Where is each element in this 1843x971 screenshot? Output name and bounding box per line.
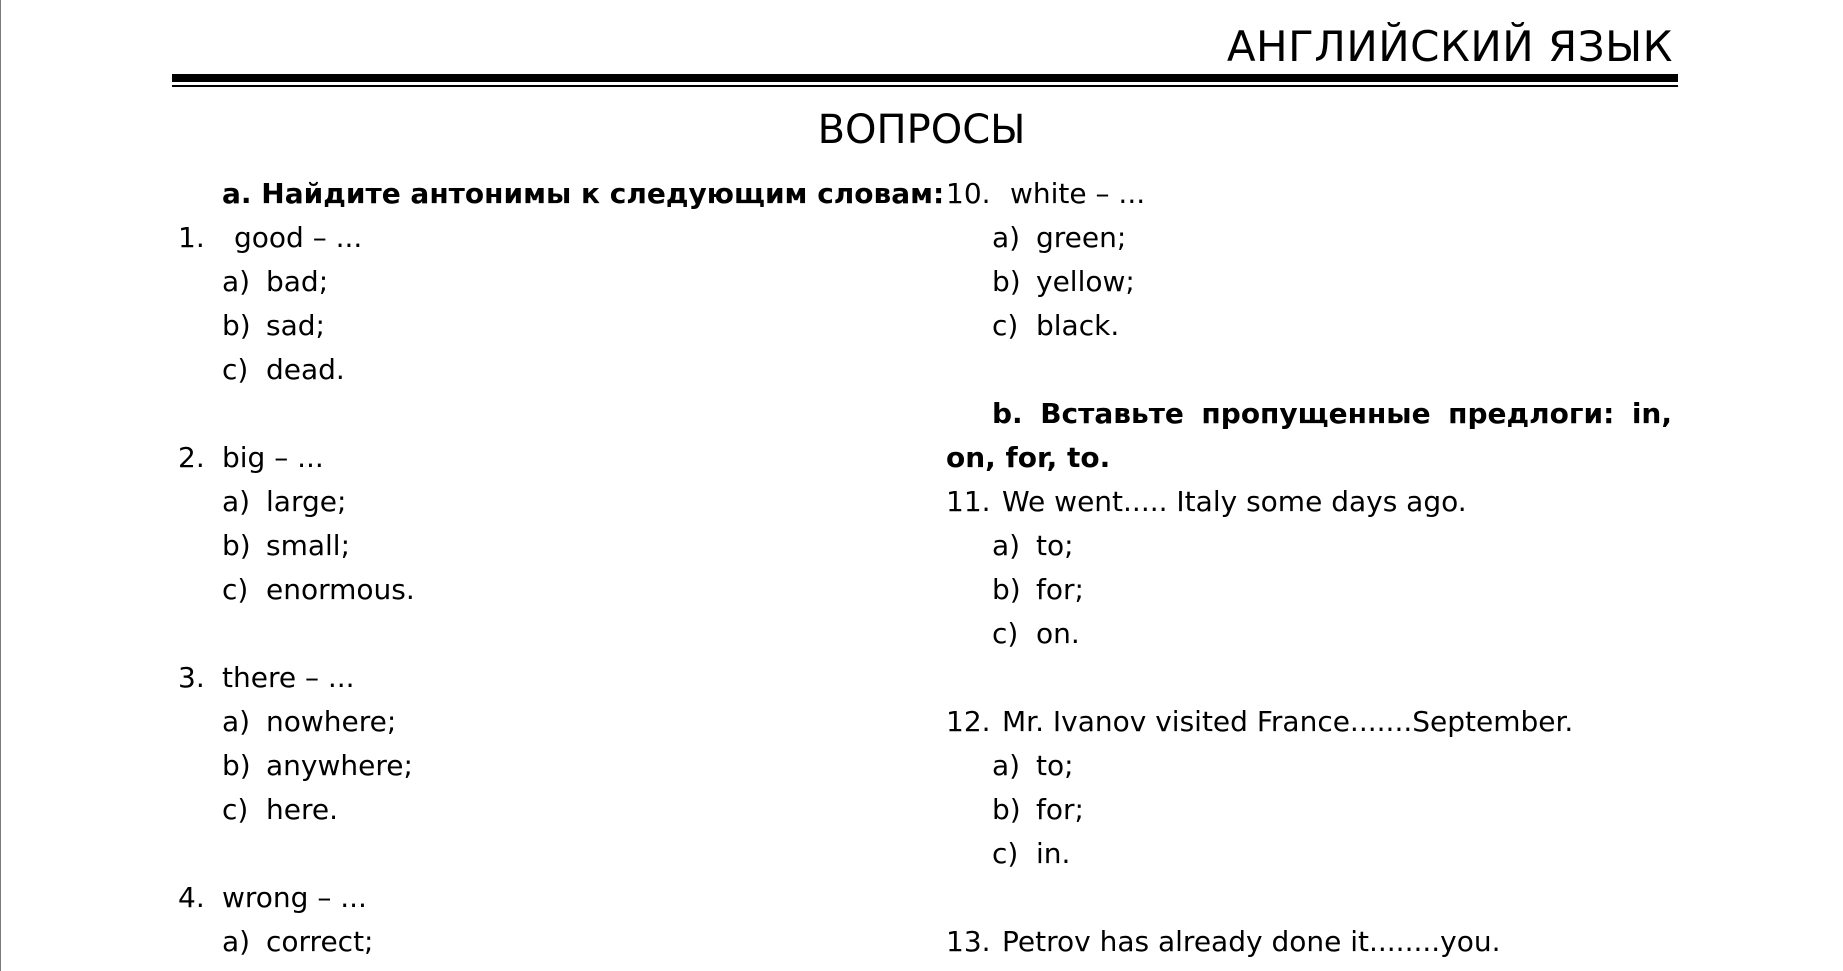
option-letter: a) bbox=[222, 265, 251, 298]
question-number: 11. bbox=[946, 485, 991, 518]
option-letter: a) bbox=[992, 529, 1021, 562]
option-letter: a) bbox=[222, 705, 251, 738]
option-letter: c) bbox=[222, 793, 249, 826]
option-10a bbox=[946, 216, 1672, 260]
option-text: in. bbox=[1036, 837, 1071, 870]
option-11a bbox=[946, 524, 1672, 568]
option-3b bbox=[178, 744, 878, 788]
option-text: for; bbox=[1036, 793, 1084, 826]
option-text: here. bbox=[266, 793, 338, 826]
option-text: enormous. bbox=[266, 573, 415, 606]
question-number: 10. bbox=[946, 177, 991, 210]
option-text: for; bbox=[1036, 573, 1084, 606]
question-text: white – ... bbox=[1010, 177, 1146, 210]
spacer bbox=[946, 656, 1672, 700]
option-text: green; bbox=[1036, 221, 1127, 254]
question-number: 12. bbox=[946, 705, 991, 738]
spacer bbox=[178, 612, 878, 656]
page-header bbox=[172, 0, 1678, 90]
spacer bbox=[178, 832, 878, 876]
question-number: 3. bbox=[178, 661, 205, 694]
option-text: sad; bbox=[266, 309, 325, 342]
question-10 bbox=[946, 172, 1672, 216]
option-text: dead. bbox=[266, 353, 345, 386]
subject-title: АНГЛИЙСКИЙ ЯЗЫК bbox=[1226, 22, 1673, 71]
question-text: wrong – ... bbox=[222, 881, 367, 914]
option-2c bbox=[178, 568, 878, 612]
option-letter: c) bbox=[992, 617, 1019, 650]
option-11b bbox=[946, 568, 1672, 612]
section-title: ВОПРОСЫ bbox=[817, 107, 1026, 153]
question-2 bbox=[178, 436, 878, 480]
question-number: 1. bbox=[178, 221, 205, 254]
left-column bbox=[178, 172, 945, 964]
option-text: correct; bbox=[266, 925, 374, 958]
question-text: big – ... bbox=[222, 441, 324, 474]
question-13 bbox=[946, 920, 1672, 964]
option-text: anywhere; bbox=[266, 749, 413, 782]
question-number: 13. bbox=[946, 925, 991, 958]
question-text: Mr. Ivanov visited France.......September. bbox=[1002, 705, 1574, 738]
question-4 bbox=[178, 876, 878, 920]
spacer bbox=[178, 392, 878, 436]
option-2a bbox=[178, 480, 878, 524]
option-text: to; bbox=[1036, 529, 1074, 562]
task-a-heading: a. Найдите антонимы к следующим словам: bbox=[222, 177, 945, 210]
option-text: nowhere; bbox=[266, 705, 397, 738]
question-12 bbox=[946, 700, 1672, 744]
task-b-heading: b. Вставьте пропущенные предлоги: in, on, for, to. bbox=[946, 397, 1672, 474]
option-text: to; bbox=[1036, 749, 1074, 782]
question-11 bbox=[946, 480, 1672, 524]
option-10b bbox=[946, 260, 1672, 304]
question-3 bbox=[178, 656, 878, 700]
question-text: We went..... Italy some days ago. bbox=[1002, 485, 1467, 518]
question-text: there – ... bbox=[222, 661, 355, 694]
option-letter: b) bbox=[992, 793, 1021, 826]
right-column bbox=[946, 172, 1672, 964]
option-11c bbox=[946, 612, 1672, 656]
option-3c bbox=[178, 788, 878, 832]
spacer bbox=[946, 876, 1672, 920]
option-letter: b) bbox=[222, 309, 251, 342]
option-text: small; bbox=[266, 529, 351, 562]
option-text: yellow; bbox=[1036, 265, 1135, 298]
option-letter: a) bbox=[992, 221, 1021, 254]
option-letter: b) bbox=[222, 749, 251, 782]
option-1a bbox=[178, 260, 878, 304]
question-number: 4. bbox=[178, 881, 205, 914]
spacer bbox=[946, 348, 1672, 392]
option-letter: a) bbox=[222, 485, 251, 518]
question-number: 2. bbox=[178, 441, 205, 474]
option-12a bbox=[946, 744, 1672, 788]
option-text: large; bbox=[266, 485, 347, 518]
option-letter: c) bbox=[222, 573, 249, 606]
option-letter: b) bbox=[222, 529, 251, 562]
option-1b bbox=[178, 304, 878, 348]
question-text: good – ... bbox=[234, 221, 363, 254]
question-text: Petrov has already done it........you. bbox=[1002, 925, 1501, 958]
option-letter: c) bbox=[222, 353, 249, 386]
option-10c bbox=[946, 304, 1672, 348]
option-letter: b) bbox=[992, 573, 1021, 606]
option-letter: c) bbox=[992, 837, 1019, 870]
option-4a bbox=[178, 920, 878, 964]
option-text: black. bbox=[1036, 309, 1120, 342]
option-text: on. bbox=[1036, 617, 1080, 650]
option-1c bbox=[178, 348, 878, 392]
option-letter: a) bbox=[992, 749, 1021, 782]
header-rule-thin bbox=[172, 85, 1678, 87]
option-12b bbox=[946, 788, 1672, 832]
option-letter: b) bbox=[992, 265, 1021, 298]
option-letter: c) bbox=[992, 309, 1019, 342]
option-3a bbox=[178, 700, 878, 744]
header-rule-thick bbox=[172, 74, 1678, 82]
option-text: bad; bbox=[266, 265, 329, 298]
option-12c bbox=[946, 832, 1672, 876]
option-letter: a) bbox=[222, 925, 251, 958]
question-1 bbox=[178, 216, 878, 260]
option-2b bbox=[178, 524, 878, 568]
